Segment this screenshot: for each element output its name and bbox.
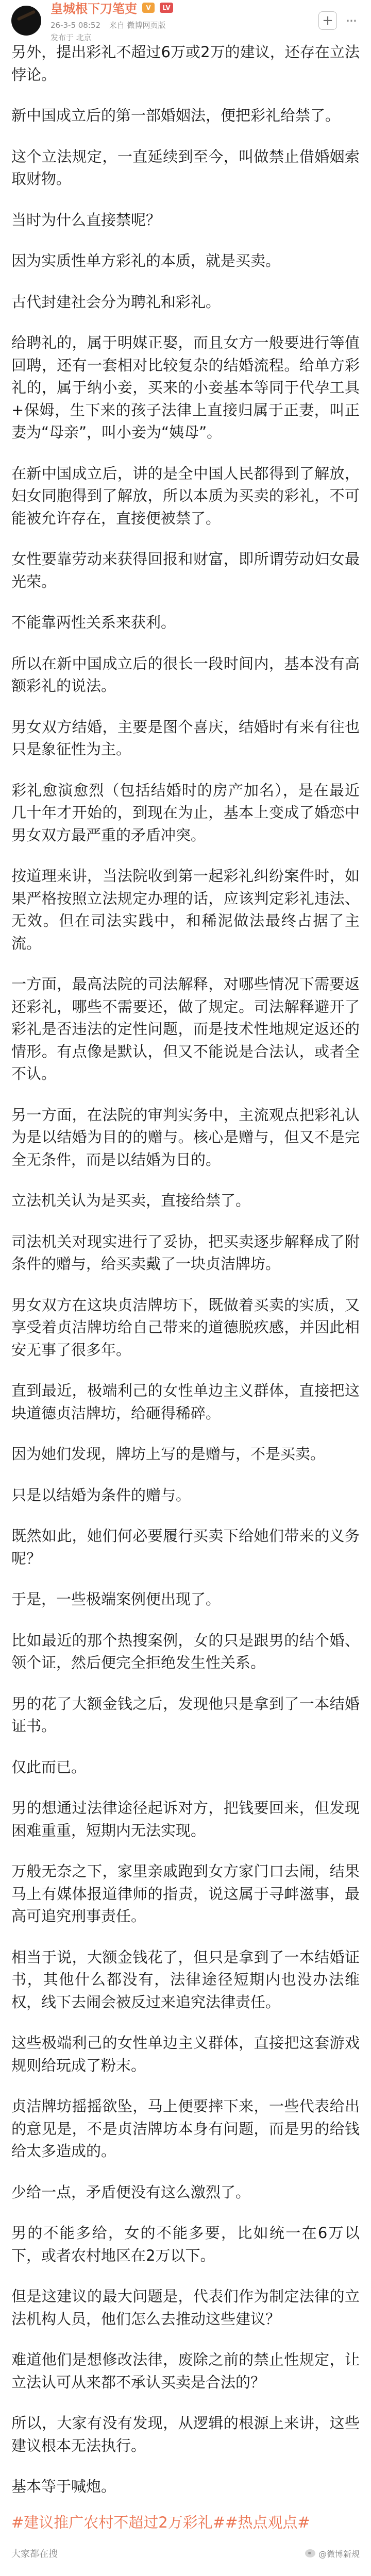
more-dots-icon[interactable]: ··· <box>345 12 357 29</box>
post-paragraph: 这个立法规定，一直延续到至今，叫做禁止借婚姻索取财物。 <box>11 147 360 188</box>
post-paragraph: 女性要靠劳动来获得回报和财富，即所谓劳动妇女最光荣。 <box>11 550 360 590</box>
follow-plus-icon[interactable]: + <box>318 11 337 30</box>
post-paragraph: 既然如此，她们何必要履行买卖下给她们带来的义务呢？ <box>11 1527 360 1567</box>
post-paragraph: 当时为什么直接禁呢？ <box>11 211 161 229</box>
post-paragraph: 这些极端利己的女性单边主义群体，直接把这套游戏规则给玩成了粉末。 <box>11 2034 360 2074</box>
post-paragraph: 贞洁牌坊摇摇欲坠，马上便要摔下来，一些代表给出的意见是，不是贞洁牌坊本身有问题，而是男的给钱给太多造成的。 <box>11 2097 360 2160</box>
post-paragraph: 不能靠两性关系来获利。 <box>11 614 176 631</box>
post-paragraph: 彩礼愈演愈烈（包括结婚时的房产加名），是在最近几十年才开始的，到现在为止，基本上变成了婚恋中男女双方最严重的矛盾冲突。 <box>11 781 360 844</box>
post-paragraph: 相当于说，大额金钱花了，但只是拿到了一本结婚证书，其他什么都没有，法律途径短期内也没办法维权，线下去闹会被反过来追究法律责任。 <box>11 1948 360 2011</box>
post-time: 26-3-5 08:52 <box>50 21 100 30</box>
post-paragraph: 男女双方在这块贞洁牌坊下，既做着买卖的实质，又享受着贞洁牌坊给自己带来的道德脱疚感，并因此相安无事了很多年。 <box>11 1296 360 1359</box>
watermark-text: @微博新规 <box>318 2549 360 2559</box>
post-paragraph: 男的不能多给，女的不能多要，比如统一在6万以下，或者农村地区在2万以下。 <box>11 2224 360 2264</box>
post-source: 来自 微博网页版 <box>109 21 166 30</box>
post-paragraph: 一方面，最高法院的司法解释，对哪些情况下需要返还彩礼，哪些不需要还，做了规定。司法解释避开了彩礼是否违法的定性问题，而是技术性地规定返还的情形。有点像是默认，但又不能说是合法认，或者全不认。 <box>11 975 360 1082</box>
level-badge-icon: LV <box>160 3 173 13</box>
avatar[interactable] <box>11 6 41 36</box>
post-paragraph: 因为她们发现，牌坊上写的是赠与，不是买卖。 <box>11 1445 326 1463</box>
author-name-row <box>50 0 313 16</box>
post-header <box>0 0 371 41</box>
hot-search-label[interactable]: 大家都在搜 <box>11 2549 58 2560</box>
post-paragraph: 因为实质性单方彩礼的本质，就是买卖。 <box>11 252 281 269</box>
post-paragraph: 男的想通过法律途径起诉对方，把钱要回来，但发现困难重重，短期内无法实现。 <box>11 1799 360 1839</box>
author-info <box>50 0 313 43</box>
post-paragraph: 新中国成立后的第一部婚姻法，便把彩礼给禁了。 <box>11 107 341 124</box>
post-body <box>0 41 371 2534</box>
post-paragraph: 古代封建社会分为聘礼和彩礼。 <box>11 293 221 311</box>
post-paragraph: 另一方面，在法院的审判实务中，主流观点把彩礼认为是以结婚为目的的赠与。核心是赠与，但又不是完全无条件，而是以结婚为目的。 <box>11 1106 360 1168</box>
post-paragraph: 直到最近，极端利己的女性单边主义群体，直接把这块道德贞洁牌坊，给砸得稀碎。 <box>11 1382 360 1422</box>
post-paragraph: 立法机关认为是买卖，直接给禁了。 <box>11 1192 251 1209</box>
weibo-logo-icon <box>305 2549 315 2557</box>
post-paragraph: 所以在新中国成立后的很长一段时间内，基本没有高额彩礼的说法。 <box>11 654 360 694</box>
post-paragraph: 基本等于喊炮。 <box>11 2478 116 2495</box>
hashtag-list <box>11 2512 360 2534</box>
post-paragraph: 少给一点，矛盾便没有这么激烈了。 <box>11 2183 251 2201</box>
post-paragraph: 但是这建议的最大问题是，代表们作为制定法律的立法机构人员，他们怎么去推动这些建议？ <box>11 2287 360 2328</box>
post-paragraph: 男女双方结婚，主要是图个喜庆，结婚时有来有往也只是象征性为主。 <box>11 718 360 758</box>
verified-badge-icon: V <box>142 3 155 13</box>
author-name[interactable]: 皇城根下刀笔吏 <box>50 2 137 16</box>
hashtag-link[interactable]: #热点观点# <box>225 2513 310 2531</box>
post-paragraph: 给聘礼的，属于明媒正娶，而且女方一般要进行等值回聘，还有一套相对比较复杂的结婚流程。给单方彩礼的，属于纳小妾，买来的小妾基本等同于代孕工具+保姆，生下来的孩子法律上直接归属于正妻，叫正妻为“母亲”，叫小妾为“姨母”。 <box>11 334 360 441</box>
post-location: 发布于 北京 <box>50 33 92 42</box>
post-meta <box>50 20 313 30</box>
post-paragraph: 在新中国成立后，讲的是全中国人民都得到了解放，妇女同胞得到了解放，所以本质为买卖的彩礼，不可能被允许存在，直接便被禁了。 <box>11 464 360 527</box>
post-paragraph: 所以，大家有没有发现，从逻辑的根源上来讲，这些建议根本无法执行。 <box>11 2414 360 2454</box>
post-paragraph: 按道理来讲，当法院收到第一起彩礼纠纷案件时，如果严格按照立法规定办理的话，应该判定彩礼违法、无效。但在司法实践中，和稀泥做法最终占据了主流。 <box>11 867 360 952</box>
post-paragraph: 比如最近的那个热搜案例，女的只是跟男的结个婚、领个证，然后便完全拒绝发生性关系。 <box>11 1631 360 1671</box>
hashtag-link[interactable]: #建议推广农村不超过2万彩礼# <box>11 2513 226 2531</box>
post-paragraphs <box>11 41 360 2498</box>
post-paragraph: 于是，一些极端案例便出现了。 <box>11 1590 221 1608</box>
post-paragraph: 只是以结婚为条件的赠与。 <box>11 1486 191 1504</box>
post-paragraph: 仅此而已。 <box>11 1758 87 1776</box>
post-footer <box>0 2534 371 2564</box>
post-paragraph: 司法机关对现实进行了妥协，把买卖逐步解释成了附条件的赠与，给买卖戴了一块贞洁牌坊。 <box>11 1232 360 1273</box>
post-paragraph: 男的花了大额金钱之后，发现他只是拿到了一本结婚证书。 <box>11 1694 360 1735</box>
post-paragraph: 另外，提出彩礼不超过6万或2万的建议，还存在立法悖论。 <box>11 43 360 83</box>
watermark <box>305 2548 360 2560</box>
post-paragraph: 难道他们是想修改法律，废除之前的禁止性规定，让立法认可从来都不承认买卖是合法的？ <box>11 2351 360 2391</box>
post-paragraph: 万般无奈之下，家里亲戚跑到女方家门口去闹，结果马上有媒体报道律师的指责，说这属于寻衅滋事，最高可追究刑事责任。 <box>11 1862 360 1925</box>
